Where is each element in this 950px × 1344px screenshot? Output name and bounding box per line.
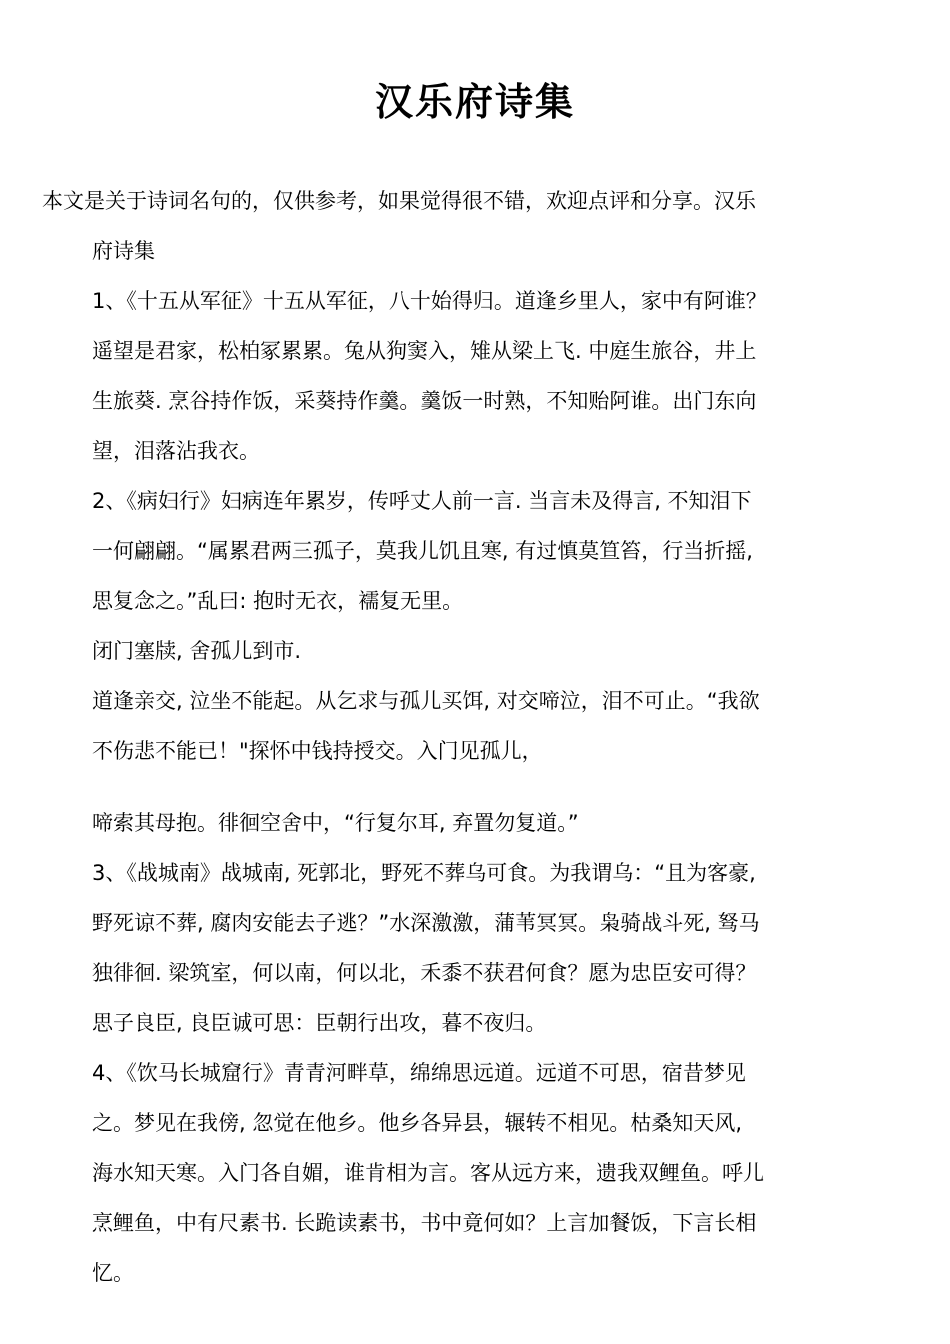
text-line: 生旅葵. 烹谷持作饭，采葵持作羹。羹饭一时熟，不知贻阿谁。出门东向	[92, 389, 757, 413]
text-line: 海水知天寒。入门各自媚，谁肯相为言。客从远方来，遗我双鲤鱼。呼儿	[92, 1161, 764, 1185]
text-line: 道逢亲交, 泣坐不能起。从乞求与孤儿买饵, 对交啼泣，泪不可止。“我欲	[92, 689, 760, 713]
text-line: 啼索其母抱。徘徊空舍中，“行复尔耳, 弃置勿复道。”	[92, 811, 579, 835]
text-line: 不伤悲不能已！"探怀中钱持授交。入门见孤儿，	[92, 739, 543, 763]
text-line-poem-3-heading: 3、《战城南》战城南, 死郭北，野死不葬乌可食。为我谓乌：“且为客豪,	[92, 861, 756, 885]
text-line-poem-1-heading: 1、《十五从军征》十五从军征，八十始得归。道逢乡里人，家中有阿谁？	[92, 289, 767, 313]
text-line: 之。梦见在我傍, 忽觉在他乡。他乡各异县，辗转不相见。枯桑知天风,	[92, 1111, 743, 1135]
text-line: 野死谅不葬, 腐肉安能去子逃？”水深激激，蒲苇冥冥。枭骑战斗死, 驽马	[92, 911, 760, 935]
text-line: 思复念之。”乱曰: 抱时无衣，襦复无里。	[92, 589, 464, 613]
text-line: 烹鲤鱼，中有尺素书. 长跪读素书，书中竟何如？上言加餐饭，下言长相	[92, 1211, 757, 1235]
text-line-poem-4-heading: 4、《饮马长城窟行》青青河畔草，绵绵思远道。远道不可思，宿昔梦见	[92, 1061, 746, 1085]
text-line: 独徘徊. 梁筑室，何以南，何以北，禾黍不获君何食？愿为忠臣安可得？	[92, 961, 757, 985]
text-line: 思子良臣, 良臣诚可思：臣朝行出攻，暮不夜归。	[92, 1011, 547, 1035]
text-line: 一何翩翩。“属累君两三孤子，莫我儿饥且寒, 有过慎莫笪笞，行当折摇,	[92, 539, 753, 563]
page-title: 汉乐府诗集	[374, 80, 575, 124]
text-line: 闭门塞牍, 舍孤儿到市.	[92, 639, 302, 663]
text-line-intro: 本文是关于诗词名句的，仅供参考，如果觉得很不错，欢迎点评和分享。汉乐	[42, 189, 756, 213]
text-line-poem-2-heading: 2、《病妇行》妇病连年累岁，传呼丈人前一言. 当言未及得言, 不知泪下	[92, 489, 752, 513]
text-line: 府诗集	[92, 239, 155, 263]
text-line: 遥望是君家，松柏冢累累。兔从狗窦入，雉从梁上飞. 中庭生旅谷，井上	[92, 339, 757, 363]
text-line: 望，泪落沾我衣。	[92, 439, 260, 463]
text-line: 忆。	[92, 1261, 134, 1285]
